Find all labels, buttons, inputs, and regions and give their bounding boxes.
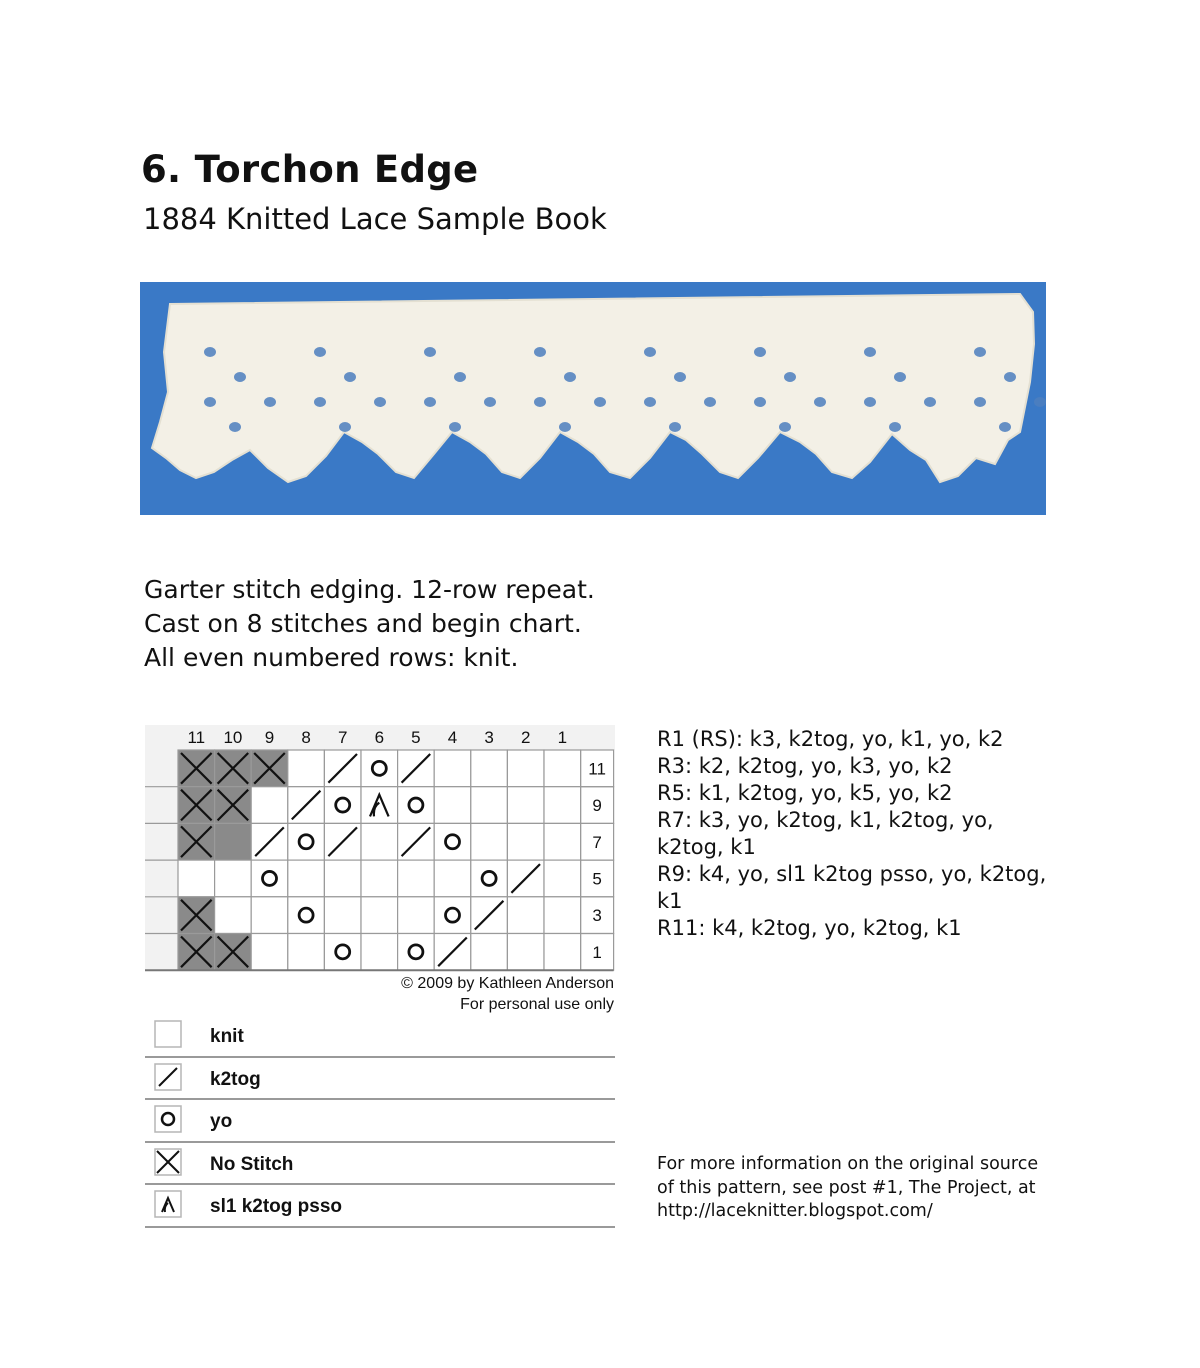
lace-eyelet — [669, 422, 681, 432]
row-number: 5 — [592, 869, 602, 889]
lace-eyelet — [314, 347, 326, 357]
column-number: 7 — [337, 728, 348, 747]
chart-cell — [544, 897, 581, 934]
chart-cell — [471, 750, 508, 787]
knitting-chart — [145, 725, 615, 975]
lace-eyelet — [974, 397, 986, 407]
chart-cell — [544, 823, 581, 860]
lace-eyelet — [889, 422, 901, 432]
chart-cell — [288, 934, 325, 971]
chart-cell — [251, 934, 288, 971]
lace-eyelet — [564, 372, 576, 382]
lace-eyelet — [534, 347, 546, 357]
chart-cell — [544, 934, 581, 971]
source-note — [657, 1153, 1077, 1224]
chart-cell — [471, 934, 508, 971]
legend-item-knit — [145, 1015, 615, 1058]
lace-eyelet — [314, 397, 326, 407]
copyright-notice — [300, 973, 614, 1015]
chart-cell — [434, 750, 471, 787]
lace-eyelet — [264, 397, 276, 407]
column-number: 5 — [411, 728, 421, 747]
row-instructions — [657, 726, 1077, 942]
chart-cell — [215, 860, 252, 897]
chart-row — [145, 750, 614, 787]
lace-eyelet — [814, 397, 826, 407]
chart-cell — [288, 897, 325, 934]
legend-item-k2tog — [145, 1058, 615, 1101]
chart-cell — [544, 860, 581, 897]
chart-cell — [507, 823, 544, 860]
chart-row — [145, 897, 614, 934]
column-number: 10 — [223, 728, 243, 747]
lace-eyelet — [229, 422, 241, 432]
lace-eyelet — [704, 397, 716, 407]
row-number: 7 — [592, 832, 602, 852]
legend-label: yo — [210, 1111, 233, 1132]
lace-eyelet — [894, 372, 906, 382]
chart-cell — [398, 787, 435, 824]
row-number: 3 — [592, 906, 602, 926]
legend-label: No Stitch — [210, 1153, 294, 1175]
chart-cell — [178, 860, 215, 897]
lace-eyelet — [204, 397, 216, 407]
k2tog-icon — [154, 1063, 182, 1091]
lace-eyelet — [674, 372, 686, 382]
instruction-line: k1 — [657, 889, 683, 913]
chart-cell — [361, 823, 398, 860]
chart-cell — [324, 934, 361, 971]
chart-row — [145, 823, 614, 860]
column-number: 9 — [264, 728, 275, 747]
lace-eyelet — [204, 347, 216, 357]
chart-cell — [544, 787, 581, 824]
instruction-line: R7: k3, yo, k2tog, k1, k2tog, yo, — [657, 808, 994, 832]
chart-cell — [288, 823, 325, 860]
chart-cell — [471, 787, 508, 824]
copyright-line: © 2009 by Kathleen Anderson — [401, 975, 614, 992]
chart-cell — [251, 897, 288, 934]
chart-cell — [544, 750, 581, 787]
column-number: 1 — [557, 728, 568, 747]
chart-cell — [251, 860, 288, 897]
intro-line: Garter stitch edging. 12-row repeat. — [144, 575, 595, 604]
column-number: 3 — [484, 728, 494, 747]
no-stitch-icon — [154, 1148, 182, 1176]
lace-eyelet — [924, 397, 936, 407]
yo-icon — [154, 1105, 182, 1133]
lace-eyelet — [449, 422, 461, 432]
lace-eyelet — [864, 347, 876, 357]
lace-eyelet — [534, 397, 546, 407]
chart-cell — [507, 787, 544, 824]
chart-cell — [398, 897, 435, 934]
chart-cell — [215, 823, 252, 860]
instruction-line: R9: k4, yo, sl1 k2tog psso, yo, k2tog, — [657, 862, 1047, 886]
chart-cell — [507, 897, 544, 934]
pattern-intro — [144, 573, 595, 675]
lace-eyelet — [754, 397, 766, 407]
chart-row — [145, 860, 614, 897]
chart-cell — [361, 897, 398, 934]
instruction-line: k2tog, k1 — [657, 835, 756, 859]
chart-row — [145, 787, 614, 824]
lace-eyelet — [484, 397, 496, 407]
chart-legend — [145, 1015, 615, 1228]
chart-cell — [324, 860, 361, 897]
chart-cell — [507, 934, 544, 971]
lace-eyelet — [779, 422, 791, 432]
lace-edging-photo — [140, 282, 1046, 515]
lace-eyelet — [559, 422, 571, 432]
chart-cell — [434, 860, 471, 897]
chart-cell — [434, 823, 471, 860]
chart-cell — [215, 897, 252, 934]
lace-eyelet — [754, 347, 766, 357]
instruction-line: R3: k2, k2tog, yo, k3, yo, k2 — [657, 754, 953, 778]
chart-cell — [471, 823, 508, 860]
chart-cell — [398, 934, 435, 971]
lace-eyelet — [594, 397, 606, 407]
source-url: http://laceknitter.blogspot.com/ — [657, 1201, 933, 1221]
lace-eyelet — [424, 347, 436, 357]
chart-row — [145, 934, 614, 971]
row-number: 1 — [592, 942, 602, 962]
legend-item-sl1-k2tog-psso — [145, 1185, 615, 1228]
column-number: 6 — [374, 728, 385, 747]
chart-cell — [507, 750, 544, 787]
page-title: 6. Torchon Edge — [141, 148, 479, 191]
column-number: 8 — [301, 728, 311, 747]
row-number: 9 — [592, 796, 602, 816]
lace-eyelet — [344, 372, 356, 382]
intro-line: Cast on 8 stitches and begin chart. — [144, 609, 582, 638]
knit-icon — [154, 1020, 182, 1048]
legend-label: knit — [210, 1026, 244, 1047]
chart-cell — [324, 897, 361, 934]
chart-cell — [288, 750, 325, 787]
chart-cell — [288, 860, 325, 897]
lace-eyelet — [644, 347, 656, 357]
lace-eyelet — [644, 397, 656, 407]
column-number: 4 — [447, 728, 458, 747]
lace-eyelet — [864, 397, 876, 407]
legend-item-yo — [145, 1100, 615, 1143]
chart-cell — [434, 787, 471, 824]
intro-line: All even numbered rows: knit. — [144, 643, 519, 672]
lace-eyelet — [784, 372, 796, 382]
sl1-k2tog-psso-icon — [154, 1190, 182, 1218]
legend-label: k2tog — [210, 1068, 261, 1090]
lace-eyelet — [374, 397, 386, 407]
page-subtitle: 1884 Knitted Lace Sample Book — [143, 202, 607, 236]
lace-eyelet — [999, 422, 1011, 432]
personal-use-line: For personal use only — [460, 996, 614, 1013]
chart-cell — [251, 787, 288, 824]
lace-eyelet — [424, 397, 436, 407]
chart-cell — [324, 787, 361, 824]
lace-eyelet — [234, 372, 246, 382]
chart-cell — [398, 860, 435, 897]
row-number: 11 — [588, 759, 606, 779]
chart-cell — [471, 860, 508, 897]
source-line: For more information on the original source — [657, 1154, 1039, 1174]
lace-eyelet — [1004, 372, 1016, 382]
lace-eyelet — [1034, 397, 1046, 407]
instruction-line: R5: k1, k2tog, yo, k5, yo, k2 — [657, 781, 953, 805]
lace-eyelet — [339, 422, 351, 432]
lace-eyelet — [454, 372, 466, 382]
legend-item-no-stitch — [145, 1143, 615, 1186]
chart-cell — [361, 934, 398, 971]
column-number: 11 — [187, 728, 206, 747]
column-number: 2 — [520, 728, 531, 747]
chart-cell — [361, 860, 398, 897]
chart-cell — [434, 897, 471, 934]
lace-eyelet — [974, 347, 986, 357]
instruction-line: R1 (RS): k3, k2tog, yo, k1, yo, k2 — [657, 727, 1004, 751]
legend-label: sl1 k2tog psso — [210, 1196, 342, 1217]
instruction-line: R11: k4, k2tog, yo, k2tog, k1 — [657, 916, 962, 940]
source-line: of this pattern, see post #1, The Project, at — [657, 1177, 1036, 1198]
chart-cell — [361, 750, 398, 787]
